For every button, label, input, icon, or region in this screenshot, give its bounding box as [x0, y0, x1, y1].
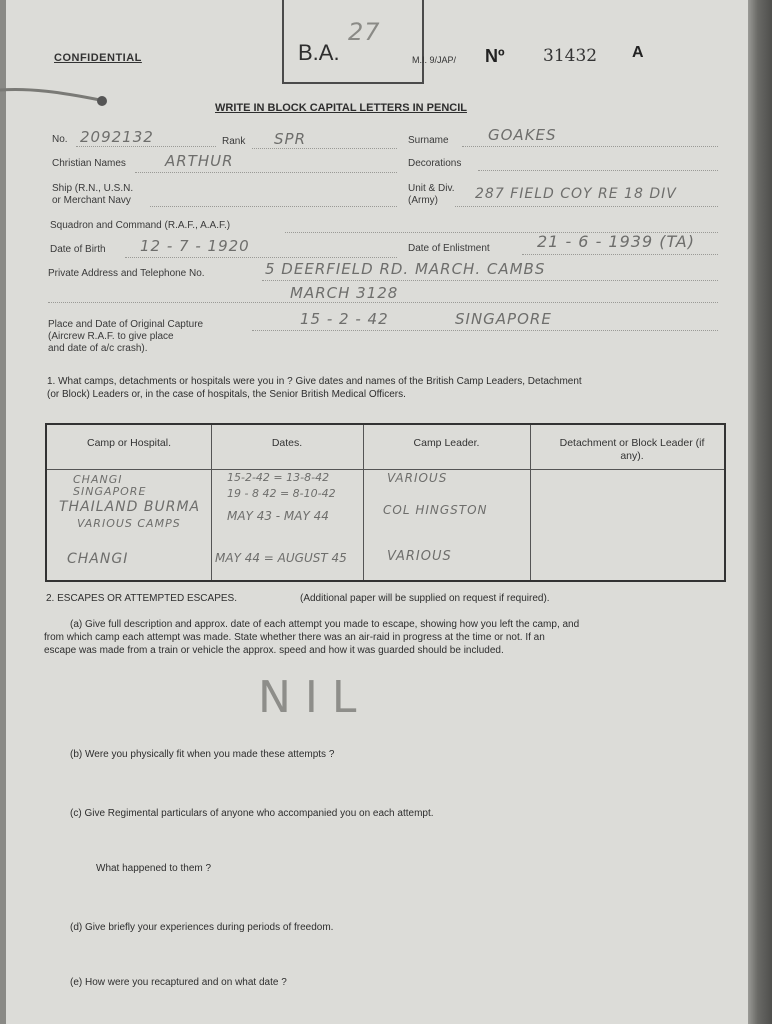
serial-number: 31432	[543, 46, 598, 66]
table-row-1-camp-line2: SINGAPORE	[73, 485, 147, 498]
table-row-3-leader: VARIOUS	[387, 549, 452, 564]
capture-label-line2: (Aircrew R.A.F. to give place	[48, 331, 174, 342]
question-c-followup: What happened to them ?	[96, 863, 212, 874]
section2-heading-note: (Additional paper will be supplied on request if required).	[300, 593, 550, 604]
capture-place: SINGAPORE	[455, 310, 552, 328]
question-d: (d) Give briefly your experiences during periods of freedom.	[70, 922, 334, 933]
phone-value: MARCH 3128	[290, 284, 399, 302]
table-row-1-dates-line2: 19 - 8 42 = 8-10-42	[227, 487, 336, 500]
unit-value: 287 FIELD COY RE 18 DIV	[475, 186, 677, 202]
form-reference: M.I. 9/JAP/	[412, 55, 457, 65]
classification-label: CONFIDENTIAL	[54, 52, 142, 64]
service-number-value: 2092132	[80, 128, 154, 146]
table-row-3-dates: MAY 44 = AUGUST 45	[215, 551, 347, 565]
rank-value: SPR	[274, 130, 306, 148]
question-c: (c) Give Regimental particulars of anyone who accompanied you on each attempt.	[70, 808, 434, 819]
table-row-2-leader: COL HINGSTON	[383, 503, 488, 517]
table-row-1-dates-line1: 15-2-42 = 13-8-42	[227, 471, 330, 484]
capture-label-line3: and date of a/c crash).	[48, 343, 148, 354]
page-stack-edge	[748, 0, 772, 1024]
question-a-line1: (a) Give full description and approx. date of each attempt you made to escape, showing how you left the camp, and	[70, 619, 580, 630]
serial-suffix: A	[632, 44, 644, 61]
rank-label: Rank	[222, 136, 246, 147]
table-row-1-leader: VARIOUS	[387, 471, 448, 485]
question-a-answer: NIL	[258, 672, 371, 723]
christian-names-label: Christian Names	[52, 158, 126, 169]
address-value: 5 DEERFIELD RD. MARCH. CAMBS	[265, 260, 546, 278]
dob-value: 12 - 7 - 1920	[140, 237, 250, 255]
surname-value: GOAKES	[488, 126, 557, 144]
section2-heading: 2. ESCAPES OR ATTEMPTED ESCAPES.	[46, 593, 237, 604]
instruction-heading: WRITE IN BLOCK CAPITAL LETTERS IN PENCIL	[215, 102, 467, 114]
column-header-dates: Dates.	[271, 437, 303, 449]
section1-question-line1: 1. What camps, detachments or hospitals were you in ? Give dates and names of the British Camp Leaders, Detachment	[47, 376, 582, 387]
question-b: (b) Were you physically fit when you made these attempts ?	[70, 749, 335, 760]
treasury-tag-string	[0, 86, 110, 106]
christian-names-value: ARTHUR	[165, 152, 234, 170]
question-e: (e) How were you recaptured and on what date ?	[70, 977, 287, 988]
section1-question-line2: (or Block) Leaders or, in the case of hospitals, the Senior British Medical Officers.	[47, 389, 406, 400]
capture-label-line1: Place and Date of Original Capture	[48, 319, 204, 330]
column-header-camp: Camp or Hospital.	[86, 437, 172, 449]
dob-label: Date of Birth	[50, 244, 106, 255]
question-a-line3: escape was made from a train or vehicle the approx. speed and how it was guarded should be included.	[44, 645, 504, 656]
service-number-label: No.	[52, 134, 68, 145]
table-row-2-camp-line1: THAILAND BURMA	[59, 499, 201, 515]
surname-label: Surname	[408, 135, 449, 146]
stamp-number: 27	[348, 18, 381, 46]
decorations-label: Decorations	[408, 158, 462, 169]
ship-label-line2: or Merchant Navy	[52, 195, 131, 206]
number-label: Nº	[485, 46, 505, 66]
ship-label-line1: Ship (R.N., U.S.N.	[52, 183, 134, 194]
unit-label-line1: Unit & Div.	[408, 183, 455, 194]
camps-table	[45, 423, 726, 582]
column-header-detachment-leader: Detachment or Block Leader (if any).	[559, 437, 705, 462]
column-header-camp-leader: Camp Leader.	[413, 437, 480, 449]
table-row-3-camp: CHANGI	[67, 551, 129, 567]
table-row-2-dates: MAY 43 - MAY 44	[227, 509, 329, 523]
squadron-label: Squadron and Command (R.A.F., A.A.F.)	[50, 220, 231, 231]
address-label: Private Address and Telephone No.	[48, 268, 205, 279]
question-a-line2: from which camp each attempt was made. State whether there was an air-raid in progress at the time or not. If an	[44, 632, 545, 643]
table-row-2-camp-line2: VARIOUS CAMPS	[77, 517, 181, 530]
enlistment-label: Date of Enlistment	[408, 243, 490, 254]
capture-date: 15 - 2 - 42	[300, 310, 389, 328]
enlistment-value: 21 - 6 - 1939 (TA)	[537, 232, 695, 251]
stamp-text: B.A.	[298, 40, 340, 65]
table-row-1-camp-line1: CHANGI	[73, 473, 123, 486]
unit-label-line2: (Army)	[408, 195, 438, 206]
